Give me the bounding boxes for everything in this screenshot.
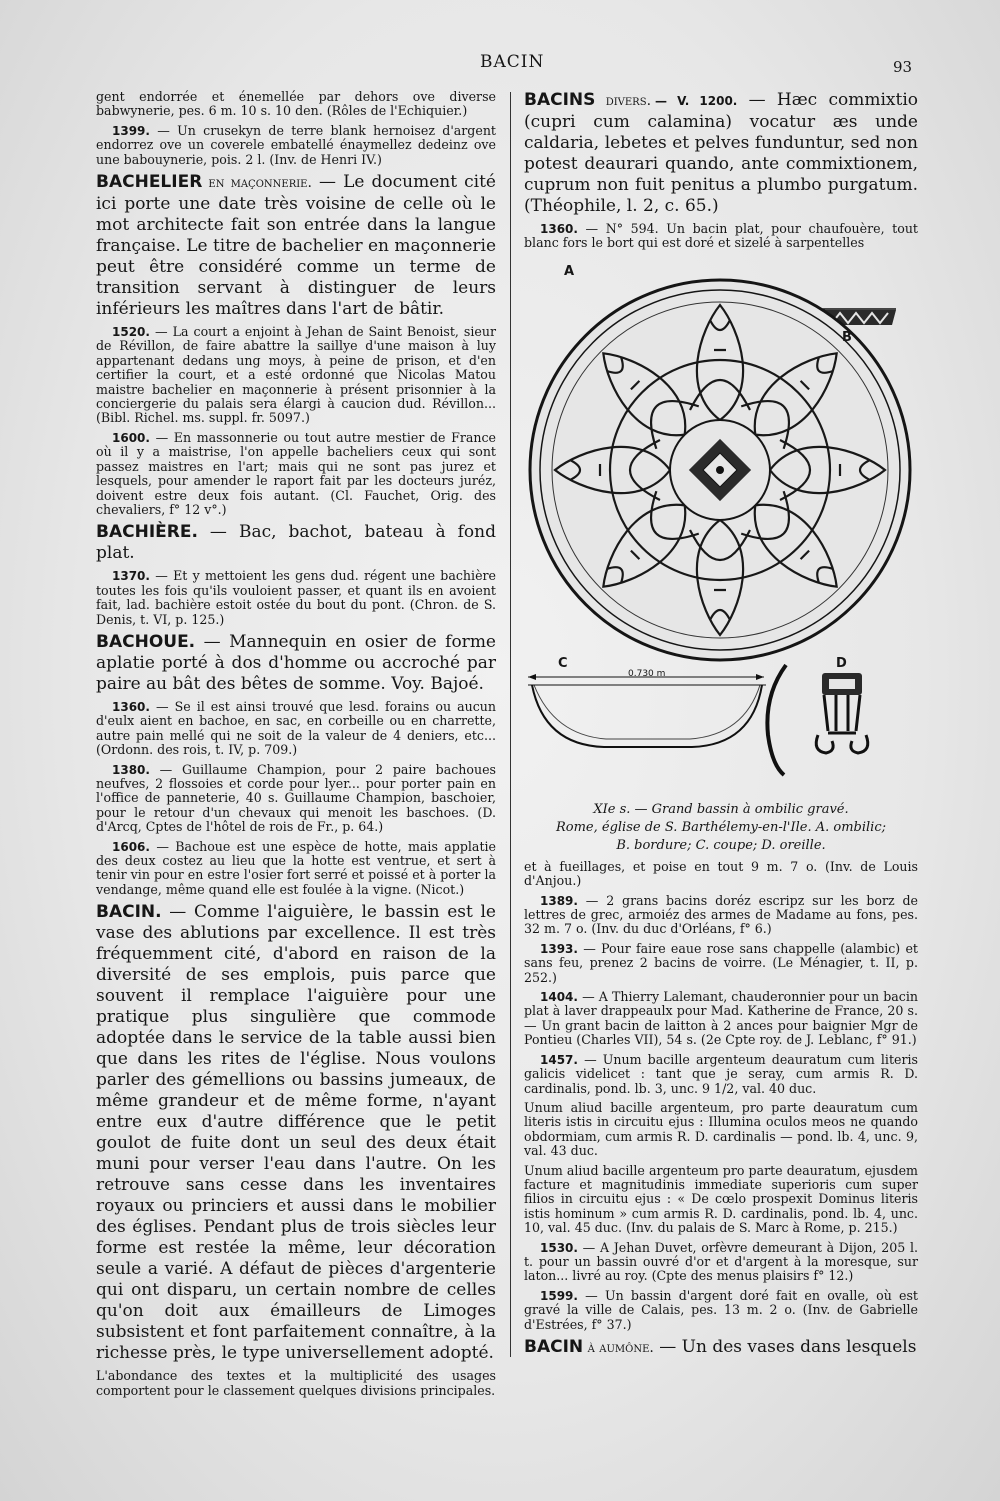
citation-paragraph	[524, 942, 918, 985]
entry-text: Unum aliud bacille argenteum pro parte deauratum, ejusdem facture et magnitudinis immediate superioris cum super filios in circuitu ejus : « De cœlo prospexit Dominus literis istis hominum » cum armis R. D. cardinalis, pond. lb. 4, unc. 10, val. 45 duc. (Inv. du palais de S. Marc à Rome, p. 215.)	[524, 1162, 918, 1236]
entry-headword: BACHIÈRE.	[96, 522, 198, 543]
dictionary-entry	[524, 1337, 918, 1359]
citation-date: 1399.	[112, 123, 150, 138]
entry-headword: BACHELIER	[96, 172, 203, 193]
citation-paragraph	[524, 860, 918, 889]
page-number: 93	[893, 58, 913, 76]
entry-headword: BACIN.	[96, 902, 162, 923]
figure-label-b: B	[842, 329, 852, 345]
citation-paragraph	[524, 222, 918, 251]
citation-paragraph	[96, 700, 496, 758]
entry-text: — Mannequin en osier de forme aplatie porté à dos d'homme ou accroché par paire au bât des bêtes de somme. Voy. Bajoé.	[96, 631, 496, 694]
dictionary-entry	[96, 522, 496, 564]
citation-paragraph	[524, 1101, 918, 1159]
entry-text: — Comme l'aiguière, le bassin est le vase des ablutions par excellence. Il est très fréquemment cité, d'abord en raison de la diversité de ses emplois, puis parce que souvent il remplace l'aiguière pour une pratique plus singulière que commode adoptée dans le service de la table aussi bien que dans les rites de l'église. Nous voulons parler des gémellions ou bassins jumeaux, de même grandeur et de même forme, n'ayant entre eux d'autre différence que le petit goulot de fuite dont un seul des deux était muni pour verser l'eau dans l'autre. On les retrouve sans cesse dans les inventaires royaux ou princiers et aussi dans le mobilier des églises. Pendant plus de trois siècles leur forme est restée la même, leur décoration seule a varié. A défaut de pièces d'argenterie qui ont disparu, un certain nombre de celles qu'on doit aux émailleurs de Limoges subsistent et font parfaitement connaître, à la richesse près, le type universellement adopté.	[96, 902, 496, 1364]
entry-text: L'abondance des textes et la multiplicité des usages comportent pour le classement quelques divisions principales.	[96, 1368, 496, 1398]
entry-headword: BACINS	[524, 90, 596, 110]
citation-date: 1457.	[540, 1052, 578, 1067]
entry-text: — Hæc commixtio (cupri cum calamina) vocatur æs unde caldaria, lebetes et pelves funduntur, sed non potest deaurari quando, ante commixtionem, cuprum non fuit penitus a plumbo purgatum. (Théophile, l. 2, c. 65.)	[524, 90, 918, 216]
left-column	[96, 90, 496, 1403]
ombilic-disc	[530, 280, 910, 660]
figure-label-a: A	[564, 263, 575, 279]
citation-paragraph	[524, 1053, 918, 1096]
citation-paragraph	[96, 431, 496, 517]
entry-text: — Unum bacille argenteum deauratum cum literis galicis videlicet : tant que je seray, cum armis R. D. cardinalis, pond. lb. 3, unc. 9 1/2, val. 40 duc.	[524, 1051, 918, 1096]
entry-text: — A Jehan Duvet, orfèvre demeurant à Dijon, 205 l. t. pour un bassin ouvré d'or et d'argent à la moresque, sur laton... livré au roy. (Cpte des menus plaisirs f° 12.)	[524, 1239, 918, 1284]
dictionary-entry	[96, 902, 496, 1364]
citation-date: 1360.	[540, 222, 578, 236]
entry-text: — Et y mettoient les gens dud. régent une bachière toutes les fois qu'ils vouloient passer, et quant ils en avoient fait, lad. bachière estoit ostée du bout du pont. (Chron. de S. Denis, t. VI, p. 125.)	[96, 568, 496, 627]
caption-line-2: Rome, église de S. Barthélemy-en-l'Ile. A. ombilic;	[555, 819, 886, 835]
entry-subtitle: divers.	[595, 93, 652, 109]
running-title: BACIN	[480, 52, 545, 72]
entry-subtitle: à aumône.	[583, 1340, 654, 1356]
citation-date: 1380.	[112, 762, 150, 777]
citation-date: 1599.	[540, 1288, 578, 1303]
citation-paragraph	[96, 90, 496, 119]
caption-line-3: B. bordure; C. coupe; D. oreille.	[616, 837, 826, 853]
entry-text: — 2 grans bacins doréz escripz sur les borz de lettres de grec, armoiéz des armes de Madame au fons, pes. 32 m. 7 o. (Inv. du duc d'Orléans, f° 6.)	[524, 892, 918, 937]
figure-label-c: C	[558, 655, 568, 671]
coupe-section-c	[528, 685, 766, 747]
entry-text: — Guillaume Champion, pour 2 paire bachoues neufves, 2 flossoies et corde pour lyer... pour porter pain en l'office de panneterie, 40 s. Guillaume Champion, baschoier, pour le retour d'un chevaux qui menoit les baschoes. (D. d'Arcq, Cptes de l'hôtel de rois de Fr., p. 64.)	[96, 761, 496, 835]
citation-paragraph	[96, 124, 496, 167]
entry-text: Unum aliud bacille argenteum, pro parte deauratum cum literis istis in circuitu ejus : Illumina oculos meos ne quando obdormiam, cum armis R. D. cardinalis — pond. lb. 4, unc. 9, val. 43 duc.	[524, 1099, 918, 1159]
right-column	[524, 90, 918, 1364]
entry-text: gent endorrée et énemellée par dehors ove diverse babwynerie, pes. 6 m. 10 s. 10 den. (Rôles de l'Echiquier.)	[96, 89, 496, 119]
entry-text: — Un bassin d'argent doré fait en ovalle, où est gravé la ville de Calais, pes. 13 m. 2 o. (Inv. de Gabrielle d'Estrées, f° 37.)	[524, 1287, 918, 1332]
citation-paragraph	[96, 569, 496, 627]
right-column-bottom	[524, 860, 918, 1359]
citation-paragraph	[524, 990, 918, 1048]
dictionary-entry	[524, 90, 918, 217]
dictionary-entry	[96, 172, 496, 320]
citation-paragraph	[96, 840, 496, 898]
citation-date: 1370.	[112, 569, 150, 584]
entry-headword: BACHOUE.	[96, 631, 196, 652]
entry-text: — A Thierry Lalemant, chauderonnier pour un bacin plat à laver drappeaulx pour Mad. Katherine de France, 20 s. — Un grant bacin de laitton à 2 ances pour baignier Mgr de Pontieu (Charles VII), 54 s. (2e Cpte roy. de J. Leblanc, f° 91.)	[524, 989, 918, 1048]
entry-text: — Se il est ainsi trouvé que lesd. forains ou aucun d'eulx aient en bachoe, en sac, en corbeille ou en charrette, autre pain mellé qui ne soit de la valeur de 4 deniers, etc... (Ordonn. des rois, t. IV, p. 709.)	[96, 698, 496, 758]
figure-label-d: D	[836, 655, 847, 671]
entry-text: — Un crusekyn de terre blank hernoisez d'argent endorrez ove un coverele embatellé énaymellez dedeinz ove une babouynerie, pois. 2 l. (Inv. de Henri IV.)	[96, 122, 496, 167]
running-head	[0, 50, 1000, 80]
dictionary-entry	[96, 632, 496, 695]
citation-date: 1404.	[540, 990, 578, 1005]
citation-date: 1520.	[112, 325, 150, 340]
basin-illustration	[524, 265, 918, 795]
citation-date: 1360.	[112, 699, 150, 714]
citation-date: 1606.	[112, 839, 150, 854]
citation-date: — V. 1200.	[655, 94, 738, 108]
entry-text: — Un des vases dans lesquels	[653, 1337, 917, 1357]
citation-date: 1389.	[540, 893, 578, 908]
entry-text: — Le document cité ici porte une date très voisine de celle où le mot architecte fait son entrée dans la langue française. Le titre de bachelier en maçonnerie peut être considéré comme un terme de transition servant à distinguer de leurs inférieurs les maîtres dans l'art de bâtir.	[96, 172, 496, 320]
entry-text: — La court a enjoint à Jehan de Saint Benoist, sieur de Révillon, de faire abattre la saillye d'une maison à luy appartenant dedans ung moys, à peine de prison, et d'en certifier la court, et a esté ordonné que Nicolas Matou maistre bachelier en maçonnerie à présent prisonnier à la conciergerie du palais sera élargi à caucion dud. Révillon... (Bibl. Richel. ms. suppl. fr. 5097.)	[96, 324, 496, 426]
citation-paragraph	[524, 1241, 918, 1284]
entry-text: — N° 594. Un bacin plat, pour chaufouère, tout blanc fors le bort qui est doré et sizelé à sarpentelles	[524, 221, 918, 251]
right-column-top	[524, 90, 918, 251]
citation-paragraph	[96, 763, 496, 835]
citation-paragraph	[524, 1289, 918, 1332]
citation-date: 1600.	[112, 430, 150, 445]
figure-caption	[524, 801, 918, 855]
citation-date: 1530.	[540, 1240, 578, 1255]
citation-paragraph	[96, 325, 496, 426]
entry-subtitle: en maçonnerie.	[202, 175, 312, 192]
figure-basin	[524, 265, 918, 795]
caption-line-1: XIe s. — Grand bassin à ombilic gravé.	[593, 801, 849, 817]
oreille-d	[816, 673, 868, 753]
handle-profile	[767, 665, 786, 775]
citation-paragraph	[524, 1164, 918, 1236]
citation-paragraph	[524, 894, 918, 937]
entry-text: et à fueillages, et poise en tout 9 m. 7 o. (Inv. de Louis d'Anjou.)	[524, 858, 918, 889]
citation-paragraph	[96, 1369, 496, 1398]
column-divider	[510, 92, 511, 1357]
entry-headword: BACIN	[524, 1337, 584, 1357]
entry-text: — Bachoue est une espèce de hotte, mais applatie des deux costez au lieu que la hotte est ventrue, et sert à tenir vin pour en estre l'osier fort serré et poissé et à porter la vendange, même quand elle est foulée à la vigne. (Nicot.)	[96, 838, 496, 897]
figure-dimension: 0.730 m	[628, 668, 666, 679]
entry-text: — Pour faire eaue rose sans chappelle (alambic) et sans feu, prenez 2 bacins de voirre. (Le Ménagier, t. II, p. 252.)	[524, 940, 918, 985]
citation-date: 1393.	[540, 941, 578, 956]
entry-text: — Bac, bachot, bateau à fond plat.	[96, 522, 496, 564]
entry-text: — En massonnerie ou tout autre mestier de France où il y a maistrise, l'on appelle bacheliers ceux qui sont passez maistres en l'art; mais qui ne sont pas jurez et lesquels, pour amender le raport fait par les docteurs juréz, doivent estre deux fois autant. (Cl. Fauchet, Orig. des chevaliers, f° 12 v°.)	[96, 429, 496, 517]
